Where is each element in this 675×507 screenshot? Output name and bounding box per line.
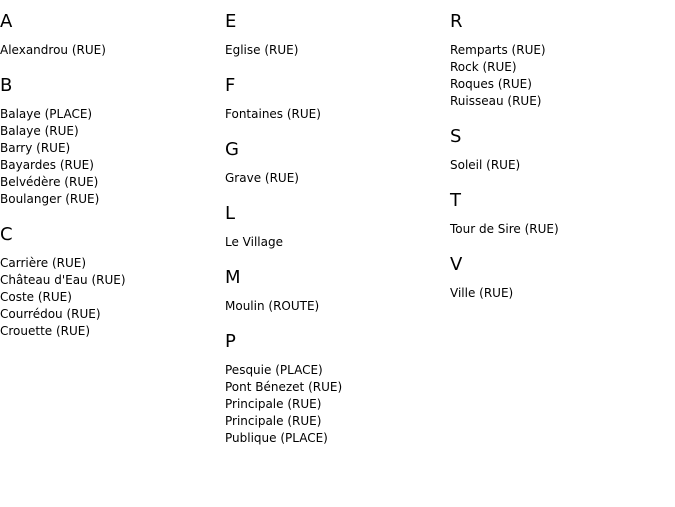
street-link[interactable]: Courrédou (RUE): [0, 307, 101, 321]
letter-heading: R: [450, 11, 463, 32]
letter-group: [0, 75, 220, 208]
street-link[interactable]: Grave (RUE): [225, 171, 299, 185]
street-link[interactable]: Pont Bénezet (RUE): [225, 380, 343, 394]
letter-group: [450, 11, 670, 110]
street-link[interactable]: Pesquie (PLACE): [225, 363, 323, 377]
street-link[interactable]: Crouette (RUE): [0, 324, 91, 338]
street-link[interactable]: Ville (RUE): [450, 286, 514, 300]
street-column: [225, 11, 445, 463]
street-list: [450, 157, 670, 174]
street-link[interactable]: Château d'Eau (RUE): [0, 273, 126, 287]
letter-group: [225, 11, 445, 59]
street-list: [225, 106, 445, 123]
street-link[interactable]: Carrière (RUE): [0, 256, 87, 270]
street-link[interactable]: Roques (RUE): [450, 77, 532, 91]
street-link[interactable]: Balaye (RUE): [0, 124, 79, 138]
street-list: [450, 42, 670, 110]
letter-heading: T: [450, 190, 461, 211]
street-list: [0, 42, 220, 59]
letter-group: [450, 254, 670, 302]
letter-heading: L: [225, 203, 236, 224]
street-link[interactable]: Barry (RUE): [0, 141, 71, 155]
street-link[interactable]: Remparts (RUE): [450, 43, 546, 57]
street-link[interactable]: Belvédère (RUE): [0, 175, 99, 189]
street-list: [225, 362, 445, 447]
street-link[interactable]: Principale (RUE): [225, 397, 322, 411]
letter-group: [0, 11, 220, 59]
street-list: [225, 234, 445, 251]
letter-heading: E: [225, 11, 237, 32]
letter-group: [225, 267, 445, 315]
letter-heading: P: [225, 331, 236, 352]
letter-group: [0, 224, 220, 340]
street-list: [450, 221, 670, 238]
letter-heading: F: [225, 75, 236, 96]
letter-heading: C: [0, 224, 13, 245]
letter-group: [450, 126, 670, 174]
street-link[interactable]: Tour de Sire (RUE): [450, 222, 559, 236]
street-link[interactable]: Coste (RUE): [0, 290, 72, 304]
street-list: [0, 106, 220, 208]
street-link[interactable]: Rock (RUE): [450, 60, 517, 74]
street-list: [0, 255, 220, 340]
letter-heading: S: [450, 126, 462, 147]
letter-group: [450, 190, 670, 238]
street-link[interactable]: Eglise (RUE): [225, 43, 299, 57]
letter-group: [225, 331, 445, 447]
street-link[interactable]: Principale (RUE): [225, 414, 322, 428]
letter-group: [225, 139, 445, 187]
street-column: [0, 11, 220, 356]
letter-heading: A: [0, 11, 13, 32]
street-list: [450, 285, 670, 302]
letter-heading: V: [450, 254, 463, 275]
street-link[interactable]: Moulin (ROUTE): [225, 299, 320, 313]
street-link[interactable]: Le Village: [225, 235, 283, 249]
street-link[interactable]: Ruisseau (RUE): [450, 94, 542, 108]
letter-heading: G: [225, 139, 239, 160]
street-link[interactable]: Fontaines (RUE): [225, 107, 321, 121]
street-list: [225, 170, 445, 187]
street-list: [225, 42, 445, 59]
letter-heading: M: [225, 267, 241, 288]
street-link[interactable]: Soleil (RUE): [450, 158, 521, 172]
letter-group: [225, 75, 445, 123]
letter-heading: B: [0, 75, 13, 96]
street-link[interactable]: Publique (PLACE): [225, 431, 328, 445]
street-link[interactable]: Balaye (PLACE): [0, 107, 93, 121]
street-link[interactable]: Boulanger (RUE): [0, 192, 100, 206]
letter-group: [225, 203, 445, 251]
street-column: [450, 11, 670, 318]
street-link[interactable]: Alexandrou (RUE): [0, 43, 106, 57]
street-link[interactable]: Bayardes (RUE): [0, 158, 94, 172]
street-list: [225, 298, 445, 315]
